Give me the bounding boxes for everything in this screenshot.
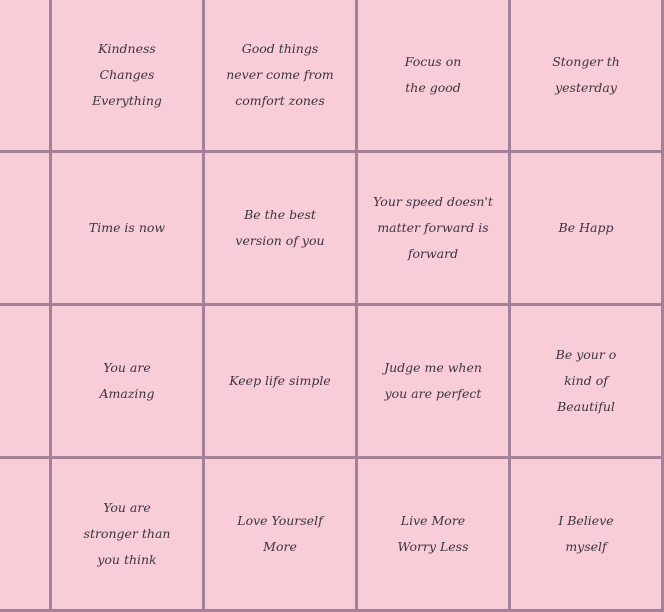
quote-card [358, 0, 508, 150]
quote-card [52, 0, 202, 150]
quote-text: Time is now [88, 220, 166, 235]
quote-text: Judge me when you are perfect [384, 360, 482, 401]
quote-text: Be the best version of you [235, 207, 325, 248]
quote-card [52, 459, 202, 609]
quote-text: Good things never come from comfort zones [226, 41, 334, 108]
quote-text: Be your o kind of Beautiful [555, 347, 617, 414]
quote-text: Kindness Changes Everything [92, 41, 162, 108]
quote-text: Be Happ [558, 220, 614, 235]
quote-card [205, 153, 355, 303]
quote-card [511, 306, 661, 456]
quote-text: I Believe myself [558, 513, 614, 554]
quote-card [52, 306, 202, 456]
quote-card [0, 306, 49, 456]
quote-text: Keep life simple [229, 373, 331, 388]
quote-text: Love Yourself More [237, 513, 323, 554]
quote-card [358, 459, 508, 609]
quote-card [205, 306, 355, 456]
quote-text: You are stronger than you think [83, 500, 171, 567]
quote-card [0, 459, 49, 609]
quote-card [511, 459, 661, 609]
quote-text: You are Amazing [99, 360, 155, 401]
quote-card [511, 153, 661, 303]
quote-text: Live More Worry Less [397, 513, 469, 554]
quote-card [52, 153, 202, 303]
quote-card [0, 153, 49, 303]
quote-card [511, 0, 661, 150]
quote-card [358, 306, 508, 456]
quote-card [205, 0, 355, 150]
quote-text: Stonger th yesterday [552, 54, 620, 95]
quote-card [0, 0, 49, 150]
quote-text: Focus on the good [404, 54, 462, 95]
quote-card [205, 459, 355, 609]
quote-card [358, 153, 508, 303]
quote-text: Your speed doesn't matter forward is forward [373, 194, 493, 261]
